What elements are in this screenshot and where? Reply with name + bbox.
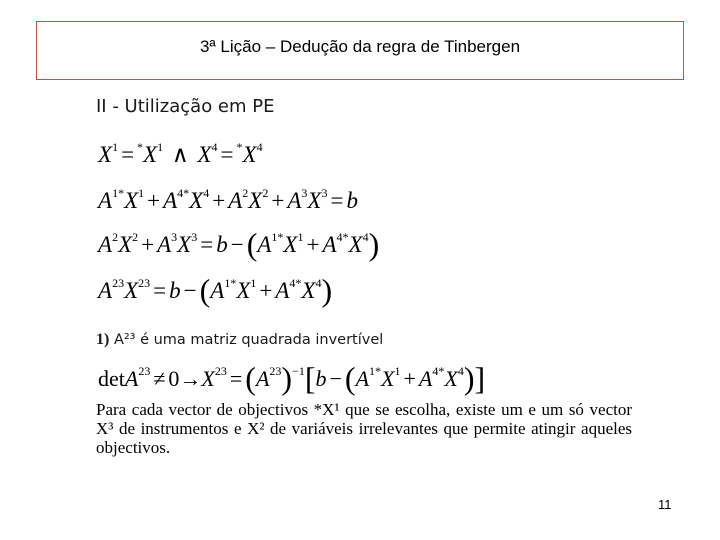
slide-title: 3ª Lição – Dedução da regra de Tinbergen [199,36,521,56]
slide-title-box [36,21,684,80]
equation-3: $A^2X^2 + A^3X^3 = b -(A^{1*}X^1 + A^{4*}X^4)$ [98,226,380,262]
page-number: 11 [658,497,672,512]
section-heading: II - Utilização em PE [96,96,275,117]
explanation-paragraph: Para cada vector de objectivos *X¹ que se escolha, existe um e um só vector X³ de instrumentos e X² de variáveis irrelevantes que permite atingir aqueles objectivos. [96,400,632,457]
equation-4: $A^{23}X^{23} = b -(A^{1*}X^1 + A^{4*}X^4)$ [98,272,333,308]
point-1 [96,331,383,349]
equation-1: $X^1 = ^*X^1$ ∧ $X^4 = ^*X^4$ [98,140,263,167]
point-1-text: A²³ é uma matriz quadrada invertível [113,332,384,348]
point-1-number: 1) [96,331,110,348]
equation-5: $\det A^{23} \ne 0\to X^{23} =(A^{23})^{-1}[b -(A^{1*}X^1 + A^{4*}X^4)]$ [98,360,486,396]
equation-2: $A^{1*}X^1 + A^{4*}X^4 + A^2X^2 + A^3X^3 = b$ [98,186,358,213]
slide-content [96,88,636,468]
